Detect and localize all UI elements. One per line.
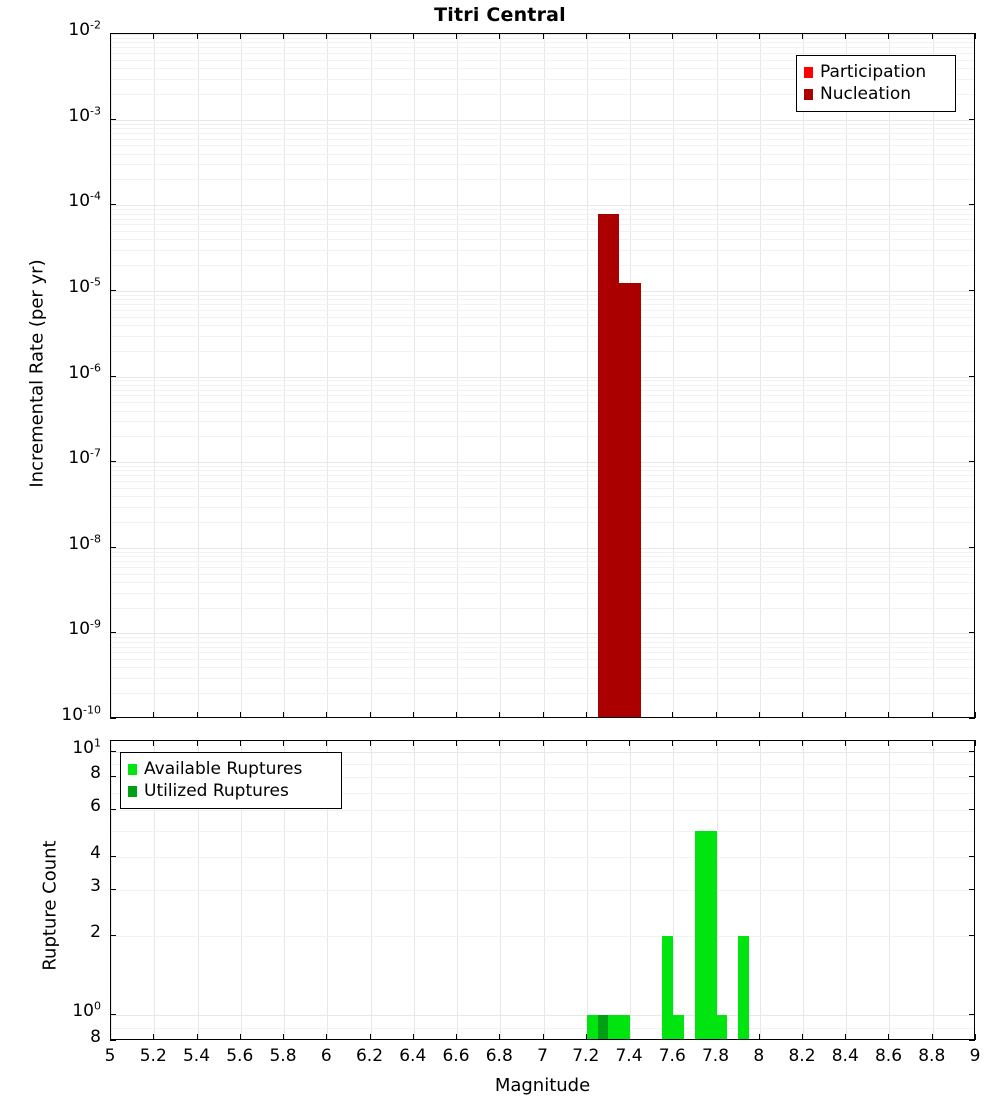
x-tick — [413, 712, 414, 718]
y-tick-label: $10^{-7}$ — [68, 446, 101, 469]
grid-line-horizontal — [111, 552, 974, 553]
x-tick — [456, 33, 457, 39]
x-tick — [543, 1034, 544, 1040]
bar — [706, 831, 717, 1040]
x-tick — [629, 740, 630, 746]
y-tick — [110, 889, 116, 890]
x-tick — [586, 712, 587, 718]
grid-line-horizontal — [111, 310, 974, 311]
x-tick-label: 7.2 — [572, 1046, 600, 1066]
grid-line-horizontal — [111, 470, 974, 471]
x-tick — [845, 740, 846, 746]
y-tick — [969, 119, 975, 120]
y-tick-label: $10^1$ — [72, 736, 101, 758]
grid-line-horizontal — [111, 593, 974, 594]
grid-line-horizontal — [111, 652, 974, 653]
x-tick — [716, 712, 717, 718]
y-tick — [110, 718, 116, 719]
x-tick — [975, 1034, 976, 1040]
x-tick — [888, 33, 889, 39]
legend-label: Participation — [820, 61, 927, 82]
grid-line-horizontal — [111, 377, 974, 378]
grid-line-horizontal — [111, 890, 974, 891]
grid-line-horizontal — [111, 436, 974, 437]
grid-line-horizontal — [111, 385, 974, 386]
x-tick — [370, 33, 371, 39]
grid-line-horizontal — [111, 810, 974, 811]
x-tick — [153, 712, 154, 718]
x-tick — [932, 712, 933, 718]
x-tick — [283, 740, 284, 746]
x-tick — [456, 1034, 457, 1040]
x-tick — [197, 1034, 198, 1040]
bar — [608, 1015, 619, 1040]
grid-line-horizontal — [111, 295, 974, 296]
grid-line-vertical — [327, 34, 328, 717]
grid-line-horizontal — [111, 936, 974, 937]
grid-line-vertical — [717, 34, 718, 717]
bottom-legend — [120, 752, 342, 809]
y-tick — [110, 376, 116, 377]
grid-line-horizontal — [111, 582, 974, 583]
x-tick — [110, 712, 111, 718]
x-tick — [802, 712, 803, 718]
y-tick — [110, 776, 116, 777]
x-tick — [932, 1034, 933, 1040]
x-tick — [888, 1034, 889, 1040]
y-tick — [969, 935, 975, 936]
grid-line-horizontal — [111, 53, 974, 54]
x-tick-label: 8.6 — [874, 1046, 903, 1066]
y-tick-label: $10^{-6}$ — [68, 360, 101, 383]
grid-line-vertical — [457, 34, 458, 717]
x-tick — [110, 1034, 111, 1040]
x-tick — [802, 1034, 803, 1040]
x-tick — [413, 33, 414, 39]
x-tick — [802, 740, 803, 746]
x-tick — [283, 712, 284, 718]
x-tick — [326, 712, 327, 718]
grid-line-horizontal — [111, 145, 974, 146]
grid-line-horizontal — [111, 567, 974, 568]
x-tick — [543, 33, 544, 39]
x-tick-label: 7.6 — [658, 1046, 686, 1066]
y-tick — [969, 290, 975, 291]
x-tick-label: 5.2 — [139, 1046, 167, 1066]
x-tick-label: 9 — [969, 1046, 981, 1066]
y-tick — [110, 1014, 116, 1015]
y-tick — [969, 751, 975, 752]
grid-line-horizontal — [111, 219, 974, 220]
grid-line-horizontal — [111, 139, 974, 140]
grid-line-horizontal — [111, 124, 974, 125]
bar — [695, 831, 706, 1040]
grid-line-vertical — [803, 34, 804, 717]
grid-line-horizontal — [111, 522, 974, 523]
x-tick — [413, 740, 414, 746]
grid-line-horizontal — [111, 556, 974, 557]
x-tick — [413, 1034, 414, 1040]
y-tick-label: $10^{-10}$ — [61, 703, 101, 725]
x-tick — [716, 740, 717, 746]
grid-line-vertical — [846, 34, 847, 717]
grid-line-horizontal — [111, 647, 974, 648]
x-tick — [456, 712, 457, 718]
x-tick — [932, 33, 933, 39]
top-y-axis-title: Incremental Rate (per yr) — [26, 259, 48, 488]
grid-line-horizontal — [111, 239, 974, 240]
x-tick — [370, 740, 371, 746]
bar — [598, 214, 620, 718]
nucleation-swatch — [804, 89, 813, 100]
x-tick — [672, 740, 673, 746]
x-tick-label: 5.6 — [226, 1046, 254, 1066]
x-tick-label: 6.6 — [442, 1046, 470, 1066]
grid-line-horizontal — [111, 421, 974, 422]
x-tick-label: 6.2 — [355, 1046, 384, 1066]
y-tick-label: 2 — [90, 922, 101, 943]
y-tick — [969, 376, 975, 377]
bar — [738, 936, 749, 1040]
legend-label: Utilized Ruptures — [144, 780, 289, 801]
x-tick — [283, 33, 284, 39]
grid-line-vertical — [500, 34, 501, 717]
x-tick-label: 8.8 — [918, 1046, 946, 1066]
x-tick — [197, 33, 198, 39]
y-tick-label: $10^{-2}$ — [68, 18, 101, 40]
x-tick-label: 8 — [753, 1046, 765, 1066]
x-tick — [932, 740, 933, 746]
y-tick — [110, 809, 116, 810]
y-tick — [969, 1014, 975, 1015]
x-tick — [197, 740, 198, 746]
x-tick — [326, 1034, 327, 1040]
grid-line-horizontal — [111, 667, 974, 668]
grid-line-horizontal — [111, 390, 974, 391]
page-title: Titri Central — [434, 4, 566, 26]
grid-line-vertical — [371, 34, 372, 717]
x-tick-label: 8.4 — [831, 1046, 859, 1066]
grid-line-horizontal — [111, 1015, 974, 1016]
x-tick — [586, 740, 587, 746]
x-tick — [543, 712, 544, 718]
y-tick-label: 4 — [90, 842, 101, 863]
grid-line-horizontal — [111, 402, 974, 403]
grid-line-horizontal — [111, 462, 974, 463]
legend-item-utilized-ruptures — [128, 780, 334, 802]
x-tick — [629, 33, 630, 39]
grid-line-horizontal — [111, 154, 974, 155]
legend-label: Available Ruptures — [144, 758, 303, 779]
grid-line-horizontal — [111, 265, 974, 266]
y-tick — [110, 547, 116, 548]
x-axis-title: Magnitude — [494, 1075, 591, 1096]
grid-line-horizontal — [111, 561, 974, 562]
legend-label: Nucleation — [820, 83, 912, 104]
grid-line-horizontal — [111, 325, 974, 326]
x-tick-label: 5.4 — [182, 1046, 211, 1066]
grid-line-horizontal — [111, 642, 974, 643]
x-tick — [326, 33, 327, 39]
x-tick — [240, 33, 241, 39]
x-tick — [370, 1034, 371, 1040]
x-tick — [283, 1034, 284, 1040]
y-tick-label: $10^{-3}$ — [68, 103, 101, 126]
legend-item-available-ruptures — [128, 758, 334, 780]
x-tick-label: 6.4 — [399, 1046, 427, 1066]
grid-line-horizontal — [111, 395, 974, 396]
grid-line-vertical — [673, 34, 674, 717]
x-tick — [543, 740, 544, 746]
grid-line-horizontal — [111, 317, 974, 318]
y-tick — [969, 632, 975, 633]
grid-line-horizontal — [111, 548, 974, 549]
grid-line-horizontal — [111, 336, 974, 337]
y-tick-label: $10^{-9}$ — [68, 617, 101, 640]
grid-line-horizontal — [111, 299, 974, 300]
grid-line-vertical — [284, 34, 285, 717]
grid-line-horizontal — [111, 351, 974, 352]
x-tick — [975, 712, 976, 718]
y-tick — [969, 809, 975, 810]
bar — [598, 1015, 609, 1040]
x-tick-label: 7.8 — [701, 1046, 730, 1066]
x-tick — [110, 740, 111, 746]
y-tick-label: $10^{-8}$ — [68, 532, 101, 554]
y-tick — [969, 204, 975, 205]
y-tick — [110, 751, 116, 752]
x-tick — [975, 33, 976, 39]
y-tick — [969, 1040, 975, 1041]
bar — [717, 1015, 728, 1040]
y-tick-label: $10^{-5}$ — [68, 275, 101, 297]
grid-line-vertical — [198, 34, 199, 717]
y-tick-label: 3 — [90, 875, 101, 896]
y-tick-label: $10^{-4}$ — [68, 189, 101, 212]
x-tick — [110, 33, 111, 39]
grid-line-horizontal — [111, 250, 974, 251]
y-tick — [110, 856, 116, 857]
x-tick — [845, 33, 846, 39]
grid-line-horizontal — [111, 574, 974, 575]
x-tick — [326, 740, 327, 746]
x-tick — [240, 712, 241, 718]
y-tick — [110, 632, 116, 633]
y-tick — [110, 461, 116, 462]
x-tick — [197, 712, 198, 718]
grid-line-vertical — [154, 34, 155, 717]
x-tick — [845, 712, 846, 718]
grid-line-horizontal — [111, 179, 974, 180]
bar — [619, 1015, 630, 1040]
x-tick — [499, 712, 500, 718]
x-tick — [499, 33, 500, 39]
grid-line-horizontal — [111, 1028, 974, 1029]
y-tick — [969, 856, 975, 857]
x-tick — [586, 33, 587, 39]
grid-line-horizontal — [111, 507, 974, 508]
grid-line-horizontal — [111, 304, 974, 305]
y-tick-label: 8 — [90, 763, 101, 784]
grid-line-horizontal — [111, 608, 974, 609]
grid-line-vertical — [414, 34, 415, 717]
x-tick — [888, 740, 889, 746]
x-tick — [153, 740, 154, 746]
y-tick — [110, 1040, 116, 1041]
x-tick — [845, 1034, 846, 1040]
x-tick-label: 7.4 — [615, 1046, 643, 1066]
utilized-ruptures-swatch — [128, 786, 137, 797]
x-tick — [153, 1034, 154, 1040]
grid-line-vertical — [889, 34, 890, 717]
participation-swatch — [804, 67, 813, 78]
grid-line-vertical — [587, 34, 588, 717]
grid-line-horizontal — [111, 481, 974, 482]
grid-line-horizontal — [111, 209, 974, 210]
grid-line-horizontal — [111, 693, 974, 694]
x-tick — [672, 712, 673, 718]
legend-item-nucleation — [804, 83, 948, 105]
x-tick — [888, 712, 889, 718]
x-tick-label: 7 — [537, 1046, 548, 1066]
grid-line-horizontal — [111, 411, 974, 412]
grid-line-horizontal — [111, 475, 974, 476]
y-tick — [969, 776, 975, 777]
y-tick — [110, 204, 116, 205]
bar — [619, 283, 641, 718]
grid-line-horizontal — [111, 466, 974, 467]
x-tick — [759, 740, 760, 746]
grid-line-horizontal — [111, 678, 974, 679]
grid-line-horizontal — [111, 205, 974, 206]
x-tick-label: 6.8 — [485, 1046, 513, 1066]
x-tick — [716, 33, 717, 39]
y-tick-label: 6 — [90, 796, 101, 817]
bar — [673, 1015, 684, 1040]
grid-line-horizontal — [111, 224, 974, 225]
y-tick — [969, 547, 975, 548]
x-tick — [975, 740, 976, 746]
x-tick-label: 8.2 — [788, 1046, 816, 1066]
y-tick — [110, 290, 116, 291]
x-tick — [759, 1034, 760, 1040]
grid-line-horizontal — [111, 659, 974, 660]
legend-item-participation — [804, 61, 948, 83]
grid-line-horizontal — [111, 380, 974, 381]
grid-line-horizontal — [111, 637, 974, 638]
x-tick — [672, 33, 673, 39]
available-ruptures-swatch — [128, 764, 137, 775]
y-tick-label: $10^0$ — [72, 999, 101, 1022]
grid-line-horizontal — [111, 164, 974, 165]
x-tick — [153, 33, 154, 39]
y-tick — [110, 935, 116, 936]
bottom-y-axis-title: Rupture Count — [39, 840, 61, 971]
x-tick — [370, 712, 371, 718]
y-tick-label: 8 — [90, 1027, 101, 1047]
grid-line-horizontal — [111, 291, 974, 292]
grid-line-horizontal — [111, 633, 974, 634]
grid-line-horizontal — [111, 214, 974, 215]
top-legend — [796, 55, 956, 112]
grid-line-horizontal — [111, 42, 974, 43]
y-tick — [969, 889, 975, 890]
x-tick — [759, 33, 760, 39]
grid-line-horizontal — [111, 120, 974, 121]
incremental-rate-plot — [110, 33, 975, 718]
x-tick-label: 5.8 — [269, 1046, 297, 1066]
grid-line-horizontal — [111, 831, 974, 832]
y-tick — [969, 461, 975, 462]
grid-line-horizontal — [111, 857, 974, 858]
grid-line-horizontal — [111, 496, 974, 497]
x-tick — [499, 1034, 500, 1040]
grid-line-horizontal — [111, 488, 974, 489]
x-tick — [802, 33, 803, 39]
x-tick — [240, 1034, 241, 1040]
grid-line-vertical — [933, 34, 934, 717]
bar — [662, 936, 673, 1040]
grid-line-vertical — [544, 34, 545, 717]
x-tick — [456, 740, 457, 746]
grid-line-horizontal — [111, 47, 974, 48]
bar — [587, 1015, 598, 1040]
grid-line-horizontal — [111, 133, 974, 134]
x-tick-label: 5 — [104, 1046, 116, 1066]
x-tick — [759, 712, 760, 718]
grid-line-horizontal — [111, 128, 974, 129]
grid-line-vertical — [241, 34, 242, 717]
y-tick — [969, 718, 975, 719]
x-tick — [240, 740, 241, 746]
x-tick-label: 6 — [320, 1046, 332, 1066]
grid-line-vertical — [760, 34, 761, 717]
y-tick — [110, 119, 116, 120]
grid-line-horizontal — [111, 231, 974, 232]
x-tick — [499, 740, 500, 746]
